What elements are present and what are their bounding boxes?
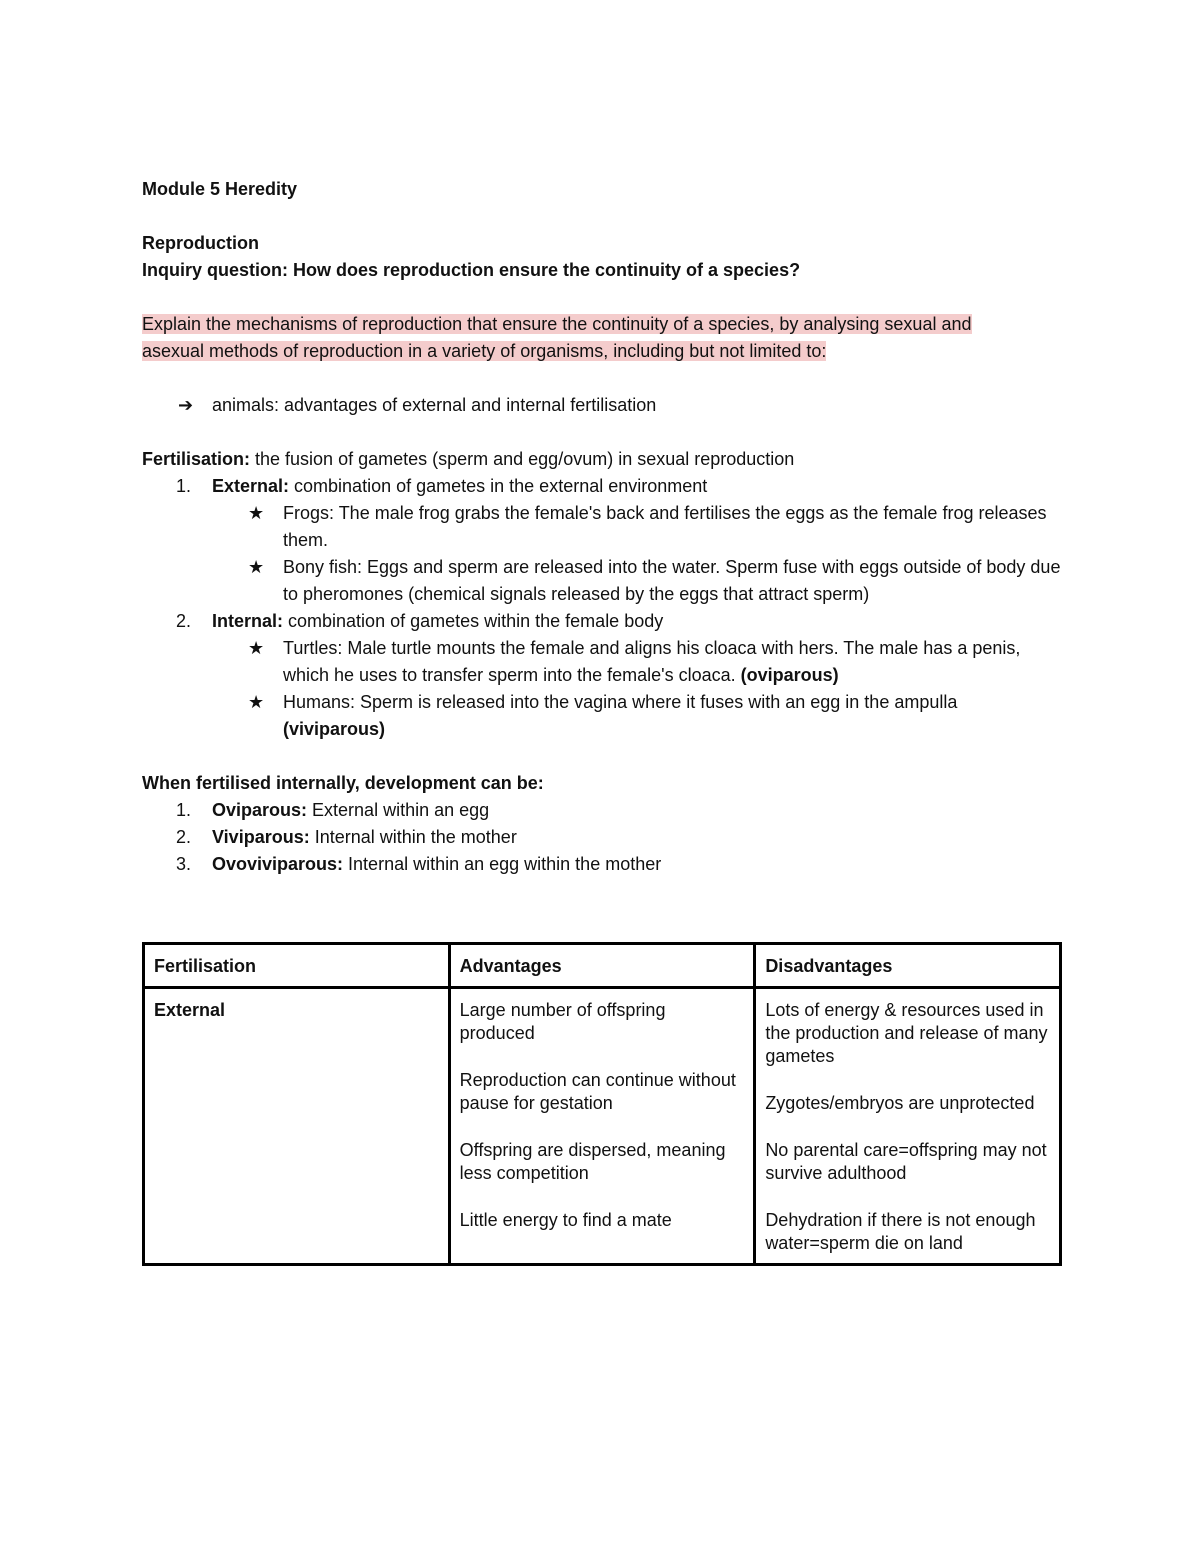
list-item — [142, 851, 1062, 878]
star-bullet-icon: ★ — [248, 557, 265, 577]
humans-bold: (viviparous) — [283, 719, 386, 739]
turtles-item — [283, 635, 1063, 689]
star-bullet-icon: ★ — [248, 692, 265, 712]
viviparous-def: Internal within the mother — [309, 827, 517, 847]
advantage-item: Little energy to find a mate — [459, 1210, 672, 1230]
list-number: 1. — [176, 476, 192, 496]
document-body — [142, 176, 1062, 878]
list-item — [142, 824, 1062, 851]
fertilisation-term: Fertilisation: — [142, 449, 251, 469]
frogs-text: Frogs: The male frog grabs the female's back and fertilises the eggs as the female frog releases them. — [283, 503, 1047, 550]
header-fertilisation: Fertilisation — [144, 944, 450, 988]
list-item — [142, 635, 1062, 689]
list-item — [142, 689, 1062, 743]
turtles-text: Turtles: Male turtle mounts the female and aligns his cloaca with hers. The male has a penis, which he uses to transfer sperm into the female's cloaca. — [283, 638, 1021, 685]
development-heading: When fertilised internally, development can be: — [142, 773, 544, 793]
disadvantage-item: No parental care=offspring may not survive adulthood — [765, 1140, 1047, 1183]
bony-fish-text: Bony fish: Eggs and sperm are released into the water. Sperm fuse with eggs outside of body due to pheromones (chemical signals released by the eggs that attract sperm) — [283, 557, 1061, 604]
turtles-bold: (oviparous) — [740, 665, 839, 685]
star-bullet-icon: ★ — [248, 503, 265, 523]
external-term: External: — [212, 476, 290, 496]
star-bullet-icon: ★ — [248, 638, 265, 658]
disadvantage-item: Dehydration if there is not enough water=sperm die on land — [765, 1210, 1036, 1253]
disadvantage-item: Lots of energy & resources used in the production and release of many gametes — [765, 1000, 1048, 1066]
inquiry-question: Inquiry question: How does reproduction ensure the continuity of a species? — [142, 260, 801, 280]
humans-text: Humans: Sperm is released into the vagina where it fuses with an egg in the ampulla — [283, 692, 958, 712]
advantage-item: Offspring are dispersed, meaning less competition — [459, 1140, 726, 1183]
arrow-bullet-icon: ➔ — [178, 395, 194, 415]
list-item — [142, 500, 1062, 554]
advantage-item: Reproduction can continue without pause for gestation — [459, 1070, 736, 1113]
syllabus-line-1: Explain the mechanisms of reproduction that ensure the continuity of a species, by analysing sexual and — [142, 314, 972, 334]
list-item — [142, 554, 1062, 608]
fertilisation-def: the fusion of gametes (sperm and egg/ovum) in sexual reproduction — [250, 449, 795, 469]
advantages-cell — [449, 988, 755, 1265]
advantage-item: Large number of offspring produced — [459, 1000, 666, 1043]
syllabus-highlight — [142, 311, 1062, 365]
fertilisation-definition — [142, 446, 1062, 473]
viviparous-term: Viviparous: — [212, 827, 310, 847]
external-def: combination of gametes in the external environment — [289, 476, 708, 496]
row-label-external: External — [144, 988, 450, 1265]
ovoviviparous-def: Internal within an egg within the mother — [343, 854, 662, 874]
oviparous-term: Oviparous: — [212, 800, 308, 820]
humans-item — [283, 689, 1063, 743]
internal-def: combination of gametes within the female body — [283, 611, 664, 631]
fertilisation-table — [142, 942, 1062, 1266]
list-item — [142, 473, 1062, 500]
header-advantages: Advantages — [449, 944, 755, 988]
module-title: Module 5 Heredity — [142, 179, 298, 199]
oviparous-def: External within an egg — [307, 800, 490, 820]
disadvantages-cell — [755, 988, 1061, 1265]
header-disadvantages: Disadvantages — [755, 944, 1061, 988]
list-number: 1. — [176, 800, 192, 820]
list-number: 3. — [176, 854, 192, 874]
list-item — [142, 392, 1062, 419]
section-title: Reproduction — [142, 233, 259, 253]
list-item — [142, 797, 1062, 824]
ovoviviparous-term: Ovoviviparous: — [212, 854, 344, 874]
internal-term: Internal: — [212, 611, 284, 631]
arrow-item-text: animals: advantages of external and internal fertilisation — [212, 395, 657, 415]
list-number: 2. — [176, 827, 192, 847]
table-row — [144, 988, 1061, 1265]
table-header-row — [144, 944, 1061, 988]
disadvantage-item: Zygotes/embryos are unprotected — [765, 1093, 1035, 1113]
syllabus-line-2: asexual methods of reproduction in a variety of organisms, including but not limited to: — [142, 341, 827, 361]
list-item — [142, 608, 1062, 635]
list-number: 2. — [176, 611, 192, 631]
